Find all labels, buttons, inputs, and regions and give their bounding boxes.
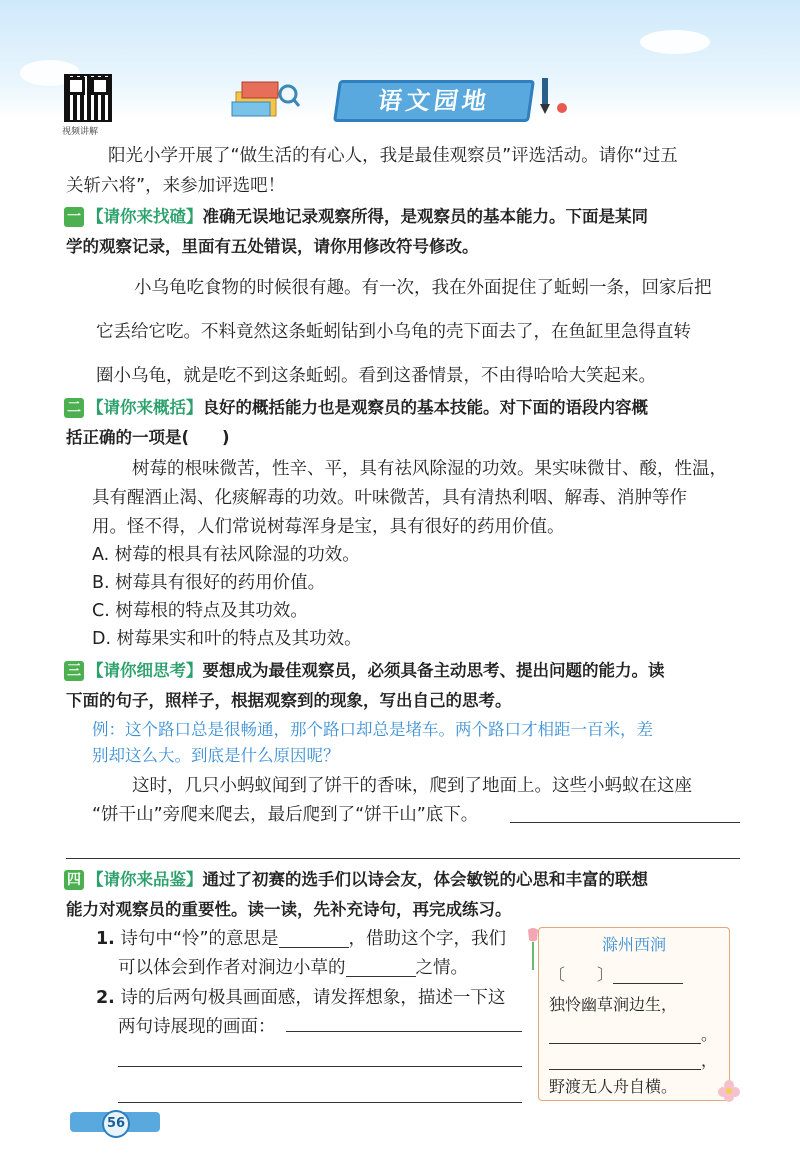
poem-line-3: [549, 1048, 717, 1071]
poem-punct: ，: [701, 1051, 718, 1070]
section-title: 良好的概括能力也是观察员的基本技能。对下面的语段内容概: [202, 398, 648, 417]
question-number: 2.: [96, 988, 115, 1008]
poem-punct: 。: [701, 1025, 718, 1044]
section-number-badge: 四: [64, 870, 84, 890]
poem-line-2: [549, 1022, 717, 1045]
qr-code-icon[interactable]: [64, 74, 112, 122]
poem-title: 滁州西涧: [601, 935, 666, 954]
example-line-2: 别却这么大。到底是什么原因呢？: [92, 746, 340, 765]
section-title: 通过了初赛的选手们以诗会友，体会敏锐的心思和丰富的联想: [202, 870, 648, 889]
author-blank[interactable]: [613, 965, 683, 984]
answer-line[interactable]: [66, 858, 740, 859]
section-2-body-line-1: 树莓的根味微苦，性辛、平，具有祛风除湿的功效。果实味微甘、酸，性温，: [132, 459, 727, 479]
section-1-body-line-2: 它丢给它吃。不料竟然这条蚯蚓钻到小乌龟的壳下面去了，在鱼缸里急得直转: [96, 322, 691, 342]
section-3-body-line-2: “饼干山”旁爬来爬去，最后爬到了“饼干山”底下。: [92, 805, 479, 825]
section-3-heading: [64, 657, 665, 685]
books-magnifier-icon: [230, 72, 300, 120]
question-1-line-1: [96, 925, 506, 953]
brush-icon: [534, 76, 570, 116]
section-number-badge: 二: [64, 398, 84, 418]
flower-icon: [716, 1078, 742, 1104]
section-1-body-line-3: 圈小乌龟，就是吃不到这条蚯蚓。看到这番情景，不由得哈哈大笑起来。: [96, 366, 656, 386]
section-tag: 【请你来找碴】: [87, 207, 203, 226]
answer-line[interactable]: [118, 1066, 522, 1067]
example-line-1: 例：这个路口总是很畅通，那个路口却总是堵车。两个路口才相距一百米，差: [92, 720, 653, 739]
answer-blank[interactable]: [346, 958, 416, 977]
section-2-title-line-2[interactable]: 括正确的一项是( ): [66, 428, 230, 447]
question-2-line-2: 两句诗展现的画面：: [118, 1017, 276, 1037]
section-tag: 【请你细思考】: [87, 661, 203, 680]
answer-line[interactable]: [510, 822, 740, 823]
section-2-body-line-2: 具有醒酒止渴、化痰解毒的功效。叶味微苦，具有清热利咽、解毒、消肿等作: [92, 488, 687, 508]
intro-line-1: 阳光小学开展了“做生活的有心人，我是最佳观察员”评选活动。请你“过五: [108, 146, 678, 166]
section-1-title-line-2: 学的观察记录，里面有五处错误，请你用修改符号修改。: [66, 237, 479, 256]
poem-blank[interactable]: [549, 1051, 701, 1070]
option-a[interactable]: A. 树莓的根具有祛风除湿的功效。: [92, 545, 360, 565]
section-2-body-line-3: 用。怪不得，人们常说树莓浑身是宝，具有很好的药用价值。: [92, 517, 565, 537]
intro-line-2: 关斩六将”，来参加评选吧！: [66, 176, 286, 196]
cloud-decoration: [640, 30, 710, 54]
question-2-line-1: [96, 984, 505, 1012]
section-1-heading: [64, 203, 648, 231]
poem-box: [538, 927, 730, 1101]
question-text: 可以体会到作者对涧边小草的: [118, 958, 346, 978]
answer-blank[interactable]: [279, 929, 349, 948]
answer-line[interactable]: [286, 1031, 522, 1032]
section-3-body-line-1: 这时，几只小蚂蚁闻到了饼干的香味，爬到了地面上。这些小蚂蚁在这座: [132, 776, 692, 796]
question-text: 诗句中“怜”的意思是: [120, 929, 279, 949]
page-number: 56: [102, 1110, 130, 1138]
section-banner-title: 语文园地: [333, 80, 535, 122]
option-c[interactable]: C. 树莓根的特点及其功效。: [92, 601, 308, 621]
section-1-body-line-1: 小乌龟吃食物的时候很有趣。有一次，我在外面捉住了蚯蚓一条，回家后把: [134, 278, 712, 298]
poem-line-4: 野渡无人舟自横。: [549, 1077, 678, 1096]
question-text: 诗的后两句极具画面感，请发挥想象，描述一下这: [120, 988, 506, 1008]
poem-line-1: 独怜幽草涧边生，: [549, 995, 678, 1014]
question-1-line-2: [118, 954, 468, 982]
poem-author-line: [549, 962, 683, 985]
section-title: 准确无误地记录观察所得，是观察员的基本能力。下面是某同: [202, 207, 648, 226]
question-text: ，借助这个字，我们: [348, 929, 507, 949]
qr-caption: 视频讲解: [62, 127, 99, 137]
section-number-badge: 三: [64, 661, 84, 681]
question-text: 之情。: [415, 958, 468, 978]
section-4-title-line-2: 能力对观察员的重要性。读一读，先补充诗句，再完成练习。: [66, 900, 512, 919]
section-title: 要想成为最佳观察员，必须具备主动思考、提出问题的能力。读: [202, 661, 665, 680]
section-number-badge: 一: [64, 207, 84, 227]
section-3-title-line-2: 下面的句子，照样子，根据观察到的现象，写出自己的思考。: [66, 691, 512, 710]
section-tag: 【请你来概括】: [87, 398, 203, 417]
option-d[interactable]: D. 树莓果实和叶的特点及其功效。: [92, 629, 362, 649]
question-number: 1.: [96, 929, 115, 949]
section-tag: 【请你来品鉴】: [87, 870, 203, 889]
answer-line[interactable]: [118, 1102, 522, 1103]
section-2-heading: [64, 394, 648, 422]
option-b[interactable]: B. 树莓具有很好的药用价值。: [92, 573, 326, 593]
author-bracket[interactable]: 〔 〕: [549, 965, 614, 984]
poem-blank[interactable]: [549, 1025, 701, 1044]
section-4-heading: [64, 866, 648, 894]
